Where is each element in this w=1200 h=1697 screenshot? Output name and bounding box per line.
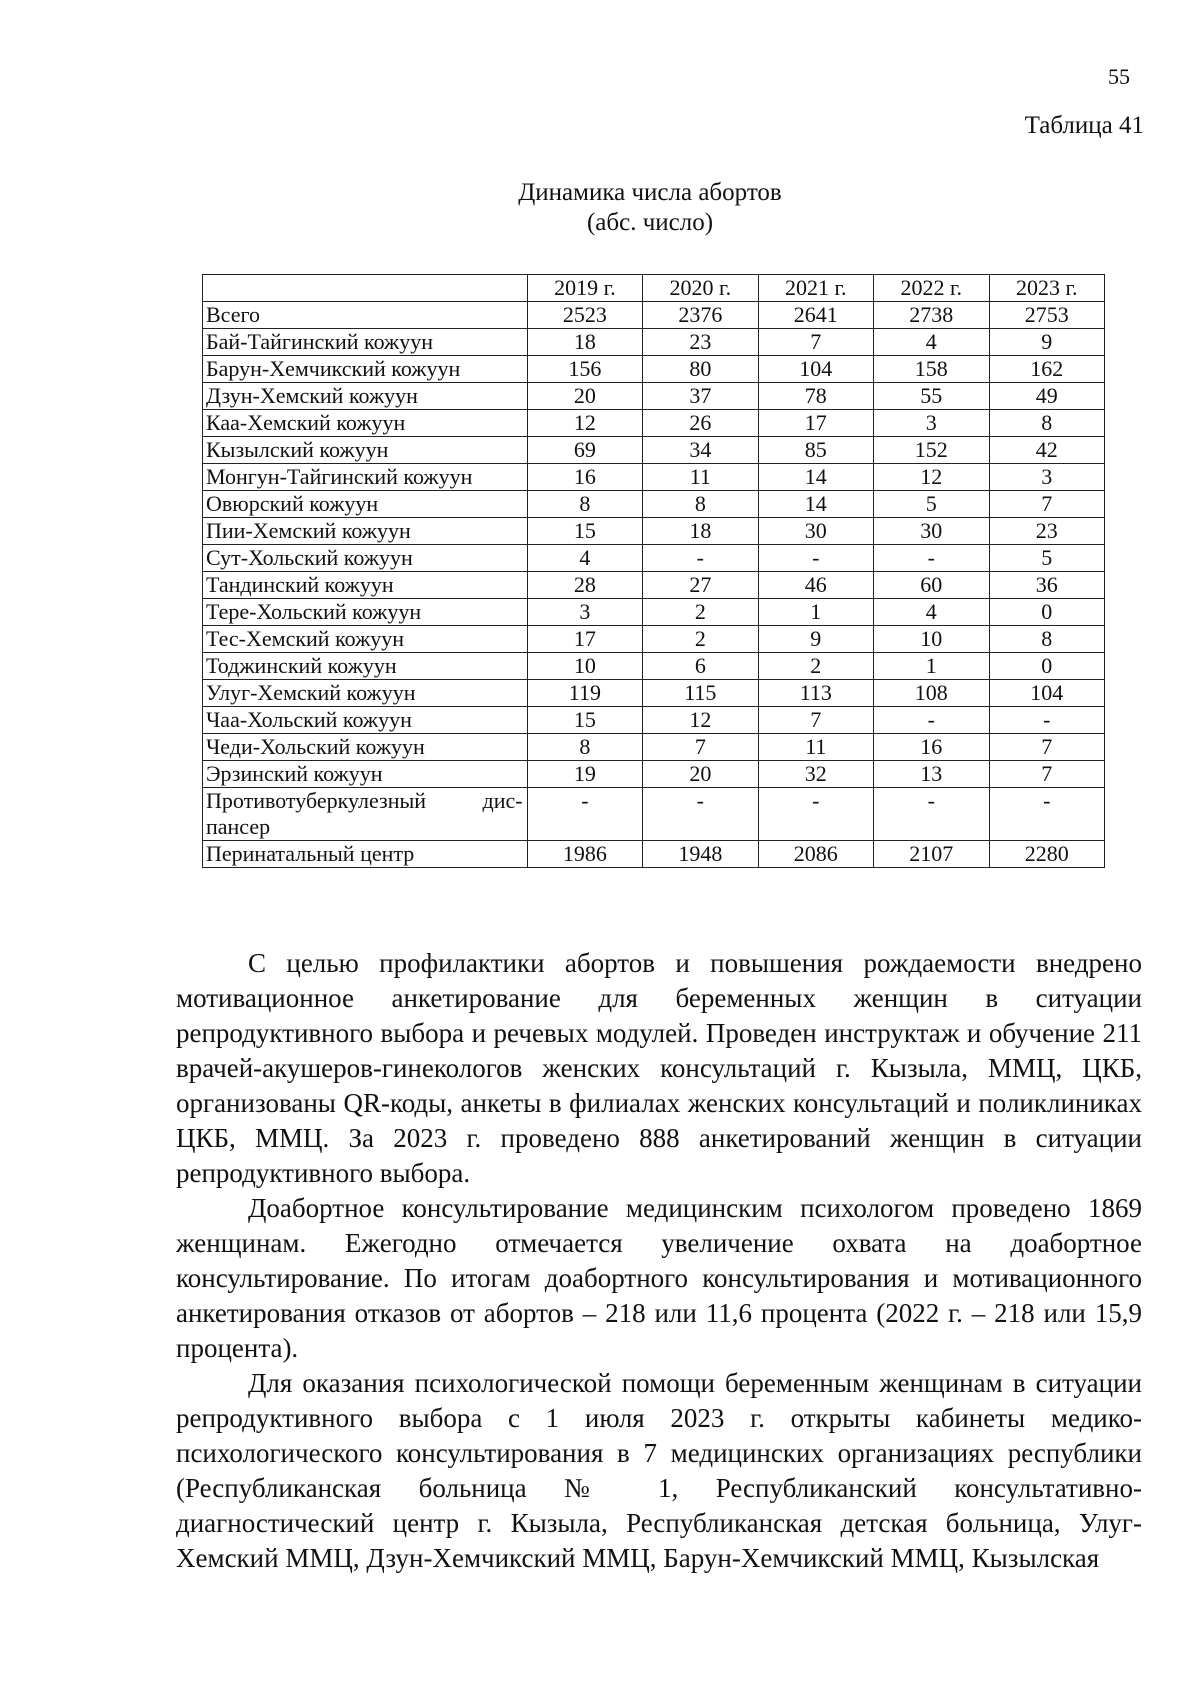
row-name-line: Противотуберкулезный дис- [206, 788, 523, 813]
cell-value: 36 [989, 572, 1105, 599]
header-year: 2021 г. [758, 275, 873, 302]
table-row [203, 383, 1105, 410]
cell-value: 1 [758, 599, 873, 626]
cell-value: 12 [527, 410, 642, 437]
table-row [203, 626, 1105, 653]
header-year: 2020 г. [643, 275, 758, 302]
cell-value: 1986 [527, 841, 642, 868]
cell-value: 6 [643, 653, 758, 680]
cell-value: 1948 [643, 841, 758, 868]
header-year: 2022 г. [874, 275, 989, 302]
table-row [203, 302, 1105, 329]
cell-value: 26 [643, 410, 758, 437]
cell-value: 0 [989, 599, 1105, 626]
table-title: Динамика числа абортов [518, 179, 782, 206]
cell-value: 17 [527, 626, 642, 653]
body-text [176, 946, 1142, 1576]
row-name: Дзун-Хемский кожуун [203, 383, 528, 410]
cell-value: 2523 [527, 302, 642, 329]
row-name: Эрзинский кожуун [203, 761, 528, 788]
row-name: Овюрский кожуун [203, 491, 528, 518]
table-row [203, 599, 1105, 626]
row-name: Тес-Хемский кожуун [203, 626, 528, 653]
cell-value: 7 [989, 491, 1105, 518]
cell-value: 69 [527, 437, 642, 464]
cell-value: 113 [758, 680, 873, 707]
paragraph: С целью профилактики абортов и повышения рождаемости внедрено мотивационное анкетирование для беременных женщин в ситуации репродуктивного выбора и речевых модулей. Проведен инструктаж и обучение 211 врачей-акушеров-гинекологов женских консультаций г. Кызыла, ММЦ, ЦКБ, организованы QR-коды, анкеты в филиалах женских консультаций и поликлиниках ЦКБ, ММЦ. За 2023 г. проведено 888 анкетирований женщин в ситуации репродуктивного выбора. [176, 948, 1142, 1188]
table-row [203, 572, 1105, 599]
cell-value: 4 [874, 599, 989, 626]
row-name: Всего [203, 302, 528, 329]
cell-value: 9 [989, 329, 1105, 356]
cell-value: 16 [874, 734, 989, 761]
table-row [203, 356, 1105, 383]
cell-value: 17 [758, 410, 873, 437]
cell-value: - [989, 707, 1105, 734]
cell-value: 3 [874, 410, 989, 437]
table-row [203, 761, 1105, 788]
cell-value: 7 [643, 734, 758, 761]
table-header-row [203, 275, 1105, 302]
cell-value: 8 [989, 410, 1105, 437]
table-row [203, 653, 1105, 680]
cell-value: 10 [527, 653, 642, 680]
cell-value: 2738 [874, 302, 989, 329]
header-empty-cell [203, 275, 528, 302]
cell-value: - [758, 545, 873, 572]
cell-value: 18 [643, 518, 758, 545]
page-number: 55 [1108, 64, 1130, 89]
cell-value: 27 [643, 572, 758, 599]
table-row [203, 734, 1105, 761]
cell-value: 16 [527, 464, 642, 491]
cell-value: 19 [527, 761, 642, 788]
table-row [203, 518, 1105, 545]
row-name: Тоджинский кожуун [203, 653, 528, 680]
cell-value: 5 [874, 491, 989, 518]
cell-value: - [874, 707, 989, 734]
cell-value: - [527, 788, 642, 841]
cell-value: 2 [643, 626, 758, 653]
row-name-line: пансер [206, 814, 271, 839]
cell-value: 2641 [758, 302, 873, 329]
cell-value: 162 [989, 356, 1105, 383]
cell-value: 8 [527, 734, 642, 761]
cell-value: - [989, 788, 1105, 841]
cell-value: 60 [874, 572, 989, 599]
table-label: Таблица 41 [1024, 112, 1144, 139]
cell-value: 85 [758, 437, 873, 464]
cell-value: 2107 [874, 841, 989, 868]
table-row [203, 788, 1105, 841]
cell-value: 2086 [758, 841, 873, 868]
cell-value: 9 [758, 626, 873, 653]
header-year: 2019 г. [527, 275, 642, 302]
cell-value: 78 [758, 383, 873, 410]
cell-value: 42 [989, 437, 1105, 464]
cell-value: 20 [527, 383, 642, 410]
table-row [203, 329, 1105, 356]
cell-value: 8 [527, 491, 642, 518]
cell-value: 30 [758, 518, 873, 545]
row-name: Чеди-Хольский кожуун [203, 734, 528, 761]
cell-value: 37 [643, 383, 758, 410]
cell-value: 2753 [989, 302, 1105, 329]
row-name: Бай-Тайгинский кожуун [203, 329, 528, 356]
table-row [203, 680, 1105, 707]
row-name: Сут-Хольский кожуун [203, 545, 528, 572]
cell-value: 28 [527, 572, 642, 599]
cell-value: 119 [527, 680, 642, 707]
cell-value: 12 [643, 707, 758, 734]
cell-value: - [874, 788, 989, 841]
cell-value: 8 [989, 626, 1105, 653]
cell-value: 23 [643, 329, 758, 356]
table-title-block [0, 178, 1200, 238]
cell-value: 156 [527, 356, 642, 383]
cell-value: 14 [758, 464, 873, 491]
row-name: Чаа-Хольский кожуун [203, 707, 528, 734]
table-row [203, 410, 1105, 437]
table-row [203, 707, 1105, 734]
cell-value: 4 [527, 545, 642, 572]
row-name: Пии-Хемский кожуун [203, 518, 528, 545]
cell-value: 18 [527, 329, 642, 356]
cell-value: 15 [527, 518, 642, 545]
row-name [203, 788, 528, 841]
cell-value: 0 [989, 653, 1105, 680]
table-row [203, 437, 1105, 464]
cell-value: 7 [758, 707, 873, 734]
cell-value: 32 [758, 761, 873, 788]
table-row [203, 464, 1105, 491]
cell-value: 11 [643, 464, 758, 491]
cell-value: 20 [643, 761, 758, 788]
cell-value: 7 [758, 329, 873, 356]
row-name: Перинатальный центр [203, 841, 528, 868]
row-name: Улуг-Хемский кожуун [203, 680, 528, 707]
cell-value: 2376 [643, 302, 758, 329]
row-name: Каа-Хемский кожуун [203, 410, 528, 437]
cell-value: - [874, 545, 989, 572]
cell-value: 55 [874, 383, 989, 410]
table-row [203, 545, 1105, 572]
header-year: 2023 г. [989, 275, 1105, 302]
paragraph: Доабортное консультирование медицинским психологом проведено 1869 женщинам. Ежегодно отмечается увеличение охвата на доабортное консультирование. По итогам доабортного консультирования и мотивационного анкетирования отказов от абортов – 218 или 11,6 процента (2022 г. – 218 или 15,9 процента). [176, 1193, 1142, 1363]
cell-value: 4 [874, 329, 989, 356]
abortion-dynamics-table [202, 274, 1105, 868]
paragraph: Для оказания психологической помощи беременным женщинам в ситуации репродуктивного выбора с 1 июля 2023 г. открыты кабинеты медико-психологического консультирования в 7 медицинских организациях республики (Республиканская больница № 1, Республиканский консультативно-диагностический центр г. Кызыла, Республиканская детская больница, Улуг-Хемский ММЦ, Дзун-Хемчикский ММЦ, Барун-Хемчикский ММЦ, Кызылская [176, 1368, 1142, 1573]
cell-value: 11 [758, 734, 873, 761]
cell-value: 8 [643, 491, 758, 518]
cell-value: 2 [758, 653, 873, 680]
cell-value: 10 [874, 626, 989, 653]
cell-value: 15 [527, 707, 642, 734]
cell-value: 104 [989, 680, 1105, 707]
cell-value: 46 [758, 572, 873, 599]
cell-value: 23 [989, 518, 1105, 545]
cell-value: 115 [643, 680, 758, 707]
cell-value: 34 [643, 437, 758, 464]
cell-value: - [643, 788, 758, 841]
cell-value: 80 [643, 356, 758, 383]
cell-value: 7 [989, 761, 1105, 788]
cell-value: - [758, 788, 873, 841]
cell-value: 3 [527, 599, 642, 626]
row-name: Тандинский кожуун [203, 572, 528, 599]
row-name: Кызылский кожуун [203, 437, 528, 464]
cell-value: 158 [874, 356, 989, 383]
table-row [203, 841, 1105, 868]
cell-value: 2280 [989, 841, 1105, 868]
row-name: Барун-Хемчикский кожуун [203, 356, 528, 383]
cell-value: 2 [643, 599, 758, 626]
cell-value: 49 [989, 383, 1105, 410]
cell-value: 108 [874, 680, 989, 707]
cell-value: 30 [874, 518, 989, 545]
cell-value: 7 [989, 734, 1105, 761]
table-subtitle: (абс. число) [586, 209, 714, 236]
cell-value: 14 [758, 491, 873, 518]
table-row [203, 491, 1105, 518]
cell-value: 152 [874, 437, 989, 464]
cell-value: - [643, 545, 758, 572]
cell-value: 104 [758, 356, 873, 383]
cell-value: 5 [989, 545, 1105, 572]
cell-value: 3 [989, 464, 1105, 491]
cell-value: 12 [874, 464, 989, 491]
cell-value: 13 [874, 761, 989, 788]
row-name: Тере-Хольский кожуун [203, 599, 528, 626]
cell-value: 1 [874, 653, 989, 680]
row-name: Монгун-Тайгинский кожуун [203, 464, 528, 491]
